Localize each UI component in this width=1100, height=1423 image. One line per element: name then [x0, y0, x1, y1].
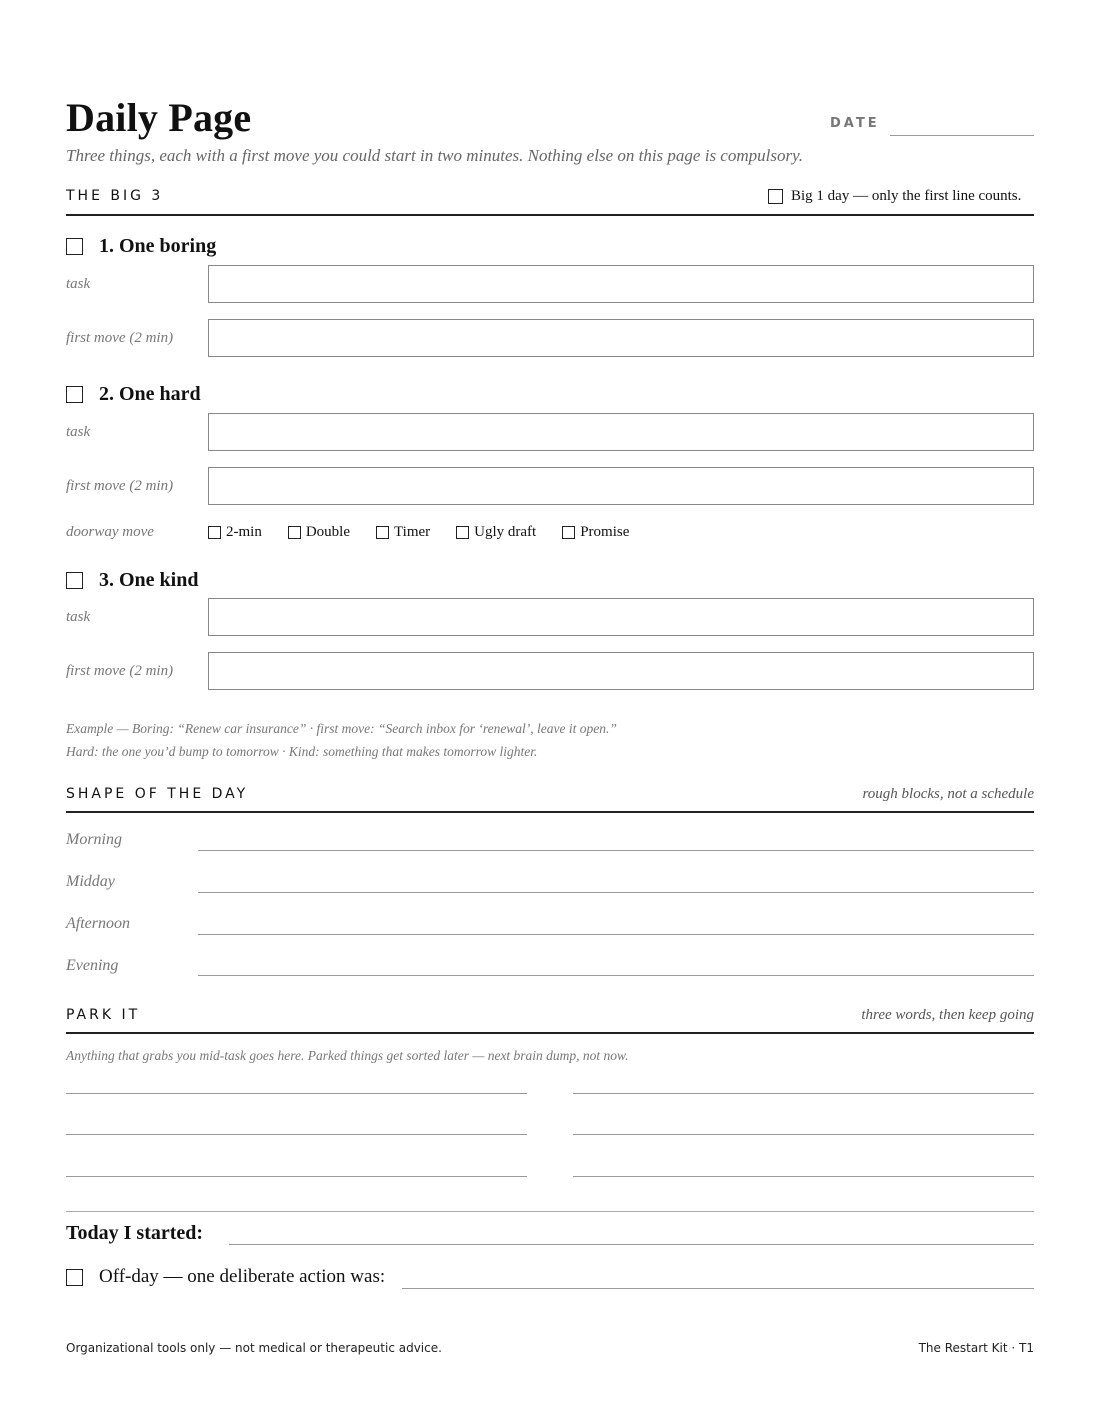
doorway-option-timer[interactable]: Timer	[376, 524, 430, 541]
section-rule-park	[66, 1032, 1034, 1034]
offday-row	[66, 1266, 385, 1288]
page-subtitle: Three things, each with a first move you could start in two minutes. Nothing else on this page is compulsory.	[66, 146, 803, 165]
task-1-first-move-label: first move (2 min)	[66, 330, 174, 346]
task-heading-boring	[66, 235, 216, 258]
block-label-midday: Midday	[66, 873, 115, 890]
doorway-ugly-draft-checkbox[interactable]	[456, 526, 469, 539]
date-field[interactable]	[890, 135, 1034, 136]
today-started-label: Today I started:	[66, 1222, 204, 1244]
task-3-first-move-label: first move (2 min)	[66, 663, 174, 679]
shape-note: rough blocks, not a schedule	[862, 786, 1034, 802]
footer-kit-label: The Restart Kit · T1	[918, 1341, 1034, 1355]
doorway-option-2min[interactable]: 2-min	[208, 524, 262, 541]
park-note: three words, then keep going	[861, 1007, 1034, 1023]
big1-option-label: Big 1 day — only the first line counts.	[791, 188, 1022, 204]
task-3-title: 3. One kind	[99, 569, 199, 591]
park-description: Anything that grabs you mid-task goes here. Parked things get sorted later — next brain dump, not now.	[66, 1048, 629, 1063]
doorway-move-label: doorway move	[66, 524, 154, 540]
block-label-afternoon: Afternoon	[66, 915, 130, 932]
task-1-title: 1. One boring	[99, 235, 217, 257]
block-label-evening: Evening	[66, 957, 119, 974]
task-2-title: 2. One hard	[99, 383, 201, 405]
task-heading-kind	[66, 569, 198, 592]
today-started-line[interactable]	[229, 1244, 1034, 1245]
big1-option[interactable]	[768, 188, 1021, 205]
task-2-task-label: task	[66, 424, 91, 440]
example-line-1: Example — Boring: “Renew car insurance” · first move: “Search inbox for ‘renewal’, leave it open.”	[66, 721, 617, 736]
block-label-morning: Morning	[66, 831, 122, 848]
block-line-morning[interactable]	[198, 850, 1034, 851]
block-line-afternoon[interactable]	[198, 934, 1034, 935]
doorway-option-promise[interactable]: Promise	[562, 524, 629, 541]
task-1-checkbox[interactable]	[66, 238, 83, 255]
big1-checkbox[interactable]	[768, 189, 783, 204]
date-label: DATE	[830, 116, 880, 131]
task-3-task-label: task	[66, 609, 91, 625]
doorway-double-checkbox[interactable]	[288, 526, 301, 539]
task-2-task-input[interactable]	[208, 413, 1034, 451]
park-line[interactable]	[66, 1134, 527, 1135]
section-title-shape: SHAPE OF THE DAY	[66, 786, 249, 802]
task-1-first-move-input[interactable]	[208, 319, 1034, 357]
closing-divider	[66, 1211, 1034, 1212]
task-heading-hard	[66, 383, 201, 406]
block-line-evening[interactable]	[198, 975, 1034, 976]
task-2-first-move-label: first move (2 min)	[66, 478, 174, 494]
park-line[interactable]	[573, 1134, 1034, 1135]
task-2-first-move-input[interactable]	[208, 467, 1034, 505]
park-line[interactable]	[573, 1093, 1034, 1094]
offday-label: Off-day — one deliberate action was:	[99, 1266, 386, 1287]
doorway-timer-checkbox[interactable]	[376, 526, 389, 539]
doorway-2min-checkbox[interactable]	[208, 526, 221, 539]
section-rule-big3	[66, 214, 1034, 216]
doorway-options	[208, 524, 655, 541]
doorway-promise-checkbox[interactable]	[562, 526, 575, 539]
offday-checkbox[interactable]	[66, 1269, 83, 1286]
offday-line[interactable]	[402, 1288, 1034, 1289]
task-3-checkbox[interactable]	[66, 572, 83, 589]
task-3-task-input[interactable]	[208, 598, 1034, 636]
section-rule-shape	[66, 811, 1034, 813]
park-line[interactable]	[66, 1176, 527, 1177]
example-line-2: Hard: the one you’d bump to tomorrow · Kind: something that makes tomorrow lighter.	[66, 744, 538, 759]
doorway-option-double[interactable]: Double	[288, 524, 350, 541]
park-line[interactable]	[573, 1176, 1034, 1177]
park-line[interactable]	[66, 1093, 527, 1094]
task-1-task-input[interactable]	[208, 265, 1034, 303]
doorway-option-ugly-draft[interactable]: Ugly draft	[456, 524, 536, 541]
task-3-first-move-input[interactable]	[208, 652, 1034, 690]
task-1-task-label: task	[66, 276, 91, 292]
page-title: Daily Page	[66, 95, 252, 140]
block-line-midday[interactable]	[198, 892, 1034, 893]
section-title-park: PARK IT	[66, 1007, 141, 1023]
footer-disclaimer: Organizational tools only — not medical or therapeutic advice.	[66, 1341, 442, 1355]
section-title-big3: THE BIG 3	[66, 188, 164, 204]
task-2-checkbox[interactable]	[66, 386, 83, 403]
